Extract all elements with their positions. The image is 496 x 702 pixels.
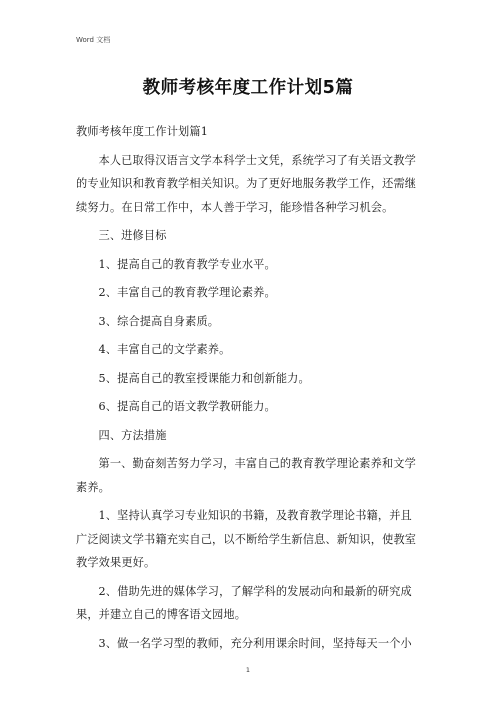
heading-goals bbox=[76, 224, 422, 248]
page-number: 1 bbox=[245, 666, 251, 674]
method-paragraph bbox=[76, 452, 422, 499]
method-paragraph bbox=[76, 504, 422, 575]
goal-text: 4、丰富自己的文学素养。 bbox=[98, 343, 231, 356]
goal-item bbox=[76, 253, 422, 277]
paragraph-intro bbox=[76, 149, 422, 220]
paragraph-line: 的专业知识和教育教学相关知识。为了更好地服务教学工作，还需继 bbox=[76, 177, 417, 190]
paragraph-line: 本人已取得汉语言文学本科学士文凭，系统学习了有关语文教学 bbox=[98, 153, 416, 167]
goal-text: 1、提高自己的教育教学专业水平。 bbox=[98, 257, 276, 271]
goal-item bbox=[76, 310, 422, 334]
goal-item bbox=[76, 338, 422, 362]
paragraph-line: 3、做一名学习型的教师，充分利用课余时间，坚持每天一个小 bbox=[98, 636, 412, 650]
section-subtitle bbox=[76, 120, 422, 144]
paragraph-line: 续努力。在日常工作中，本人善于学习，能珍惜各种学习机会。 bbox=[76, 200, 394, 214]
goal-item bbox=[76, 281, 422, 305]
heading-text: 三、进修目标 bbox=[98, 229, 167, 242]
paragraph-line: 1、坚持认真学习专业知识的书籍，及教育教学理论书籍，并且 bbox=[98, 509, 412, 522]
paragraph-line: 教学效果更好。 bbox=[76, 556, 156, 569]
method-paragraph bbox=[76, 632, 422, 656]
goal-text: 3、综合提高自身素质。 bbox=[98, 314, 220, 328]
goal-text: 2、丰富自己的教育教学理论素养。 bbox=[98, 286, 276, 299]
goal-text: 5、提高自己的教室授课能力和创新能力。 bbox=[98, 371, 310, 385]
method-paragraph bbox=[76, 580, 422, 627]
heading-text: 四、方法措施 bbox=[98, 428, 167, 442]
paragraph-line: 2、借助先进的媒体学习，了解学科的发展动向和最新的研究成 bbox=[98, 584, 412, 598]
heading-methods bbox=[76, 424, 422, 448]
document-title: 教师考核年度工作计划5篇 bbox=[142, 78, 354, 98]
goal-item bbox=[76, 367, 422, 391]
subtitle-text: 教师考核年度工作计划篇1 bbox=[76, 125, 208, 138]
header-label: Word 文档 bbox=[76, 36, 111, 44]
document-body bbox=[76, 120, 422, 655]
paragraph-line: 广泛阅读文学书籍充实自己，以不断给学生新信息、新知识，使教室 bbox=[76, 532, 417, 546]
paragraph-line: 素养。 bbox=[76, 480, 111, 494]
paragraph-line: 第一、勤奋刻苦努力学习，丰富自己的教育教学理论素养和文学 bbox=[98, 457, 416, 470]
goal-text: 6、提高自己的语文教学教研能力。 bbox=[98, 400, 276, 413]
goal-item bbox=[76, 395, 422, 419]
paragraph-line: 果，并建立自己的博客语文园地。 bbox=[76, 608, 247, 621]
